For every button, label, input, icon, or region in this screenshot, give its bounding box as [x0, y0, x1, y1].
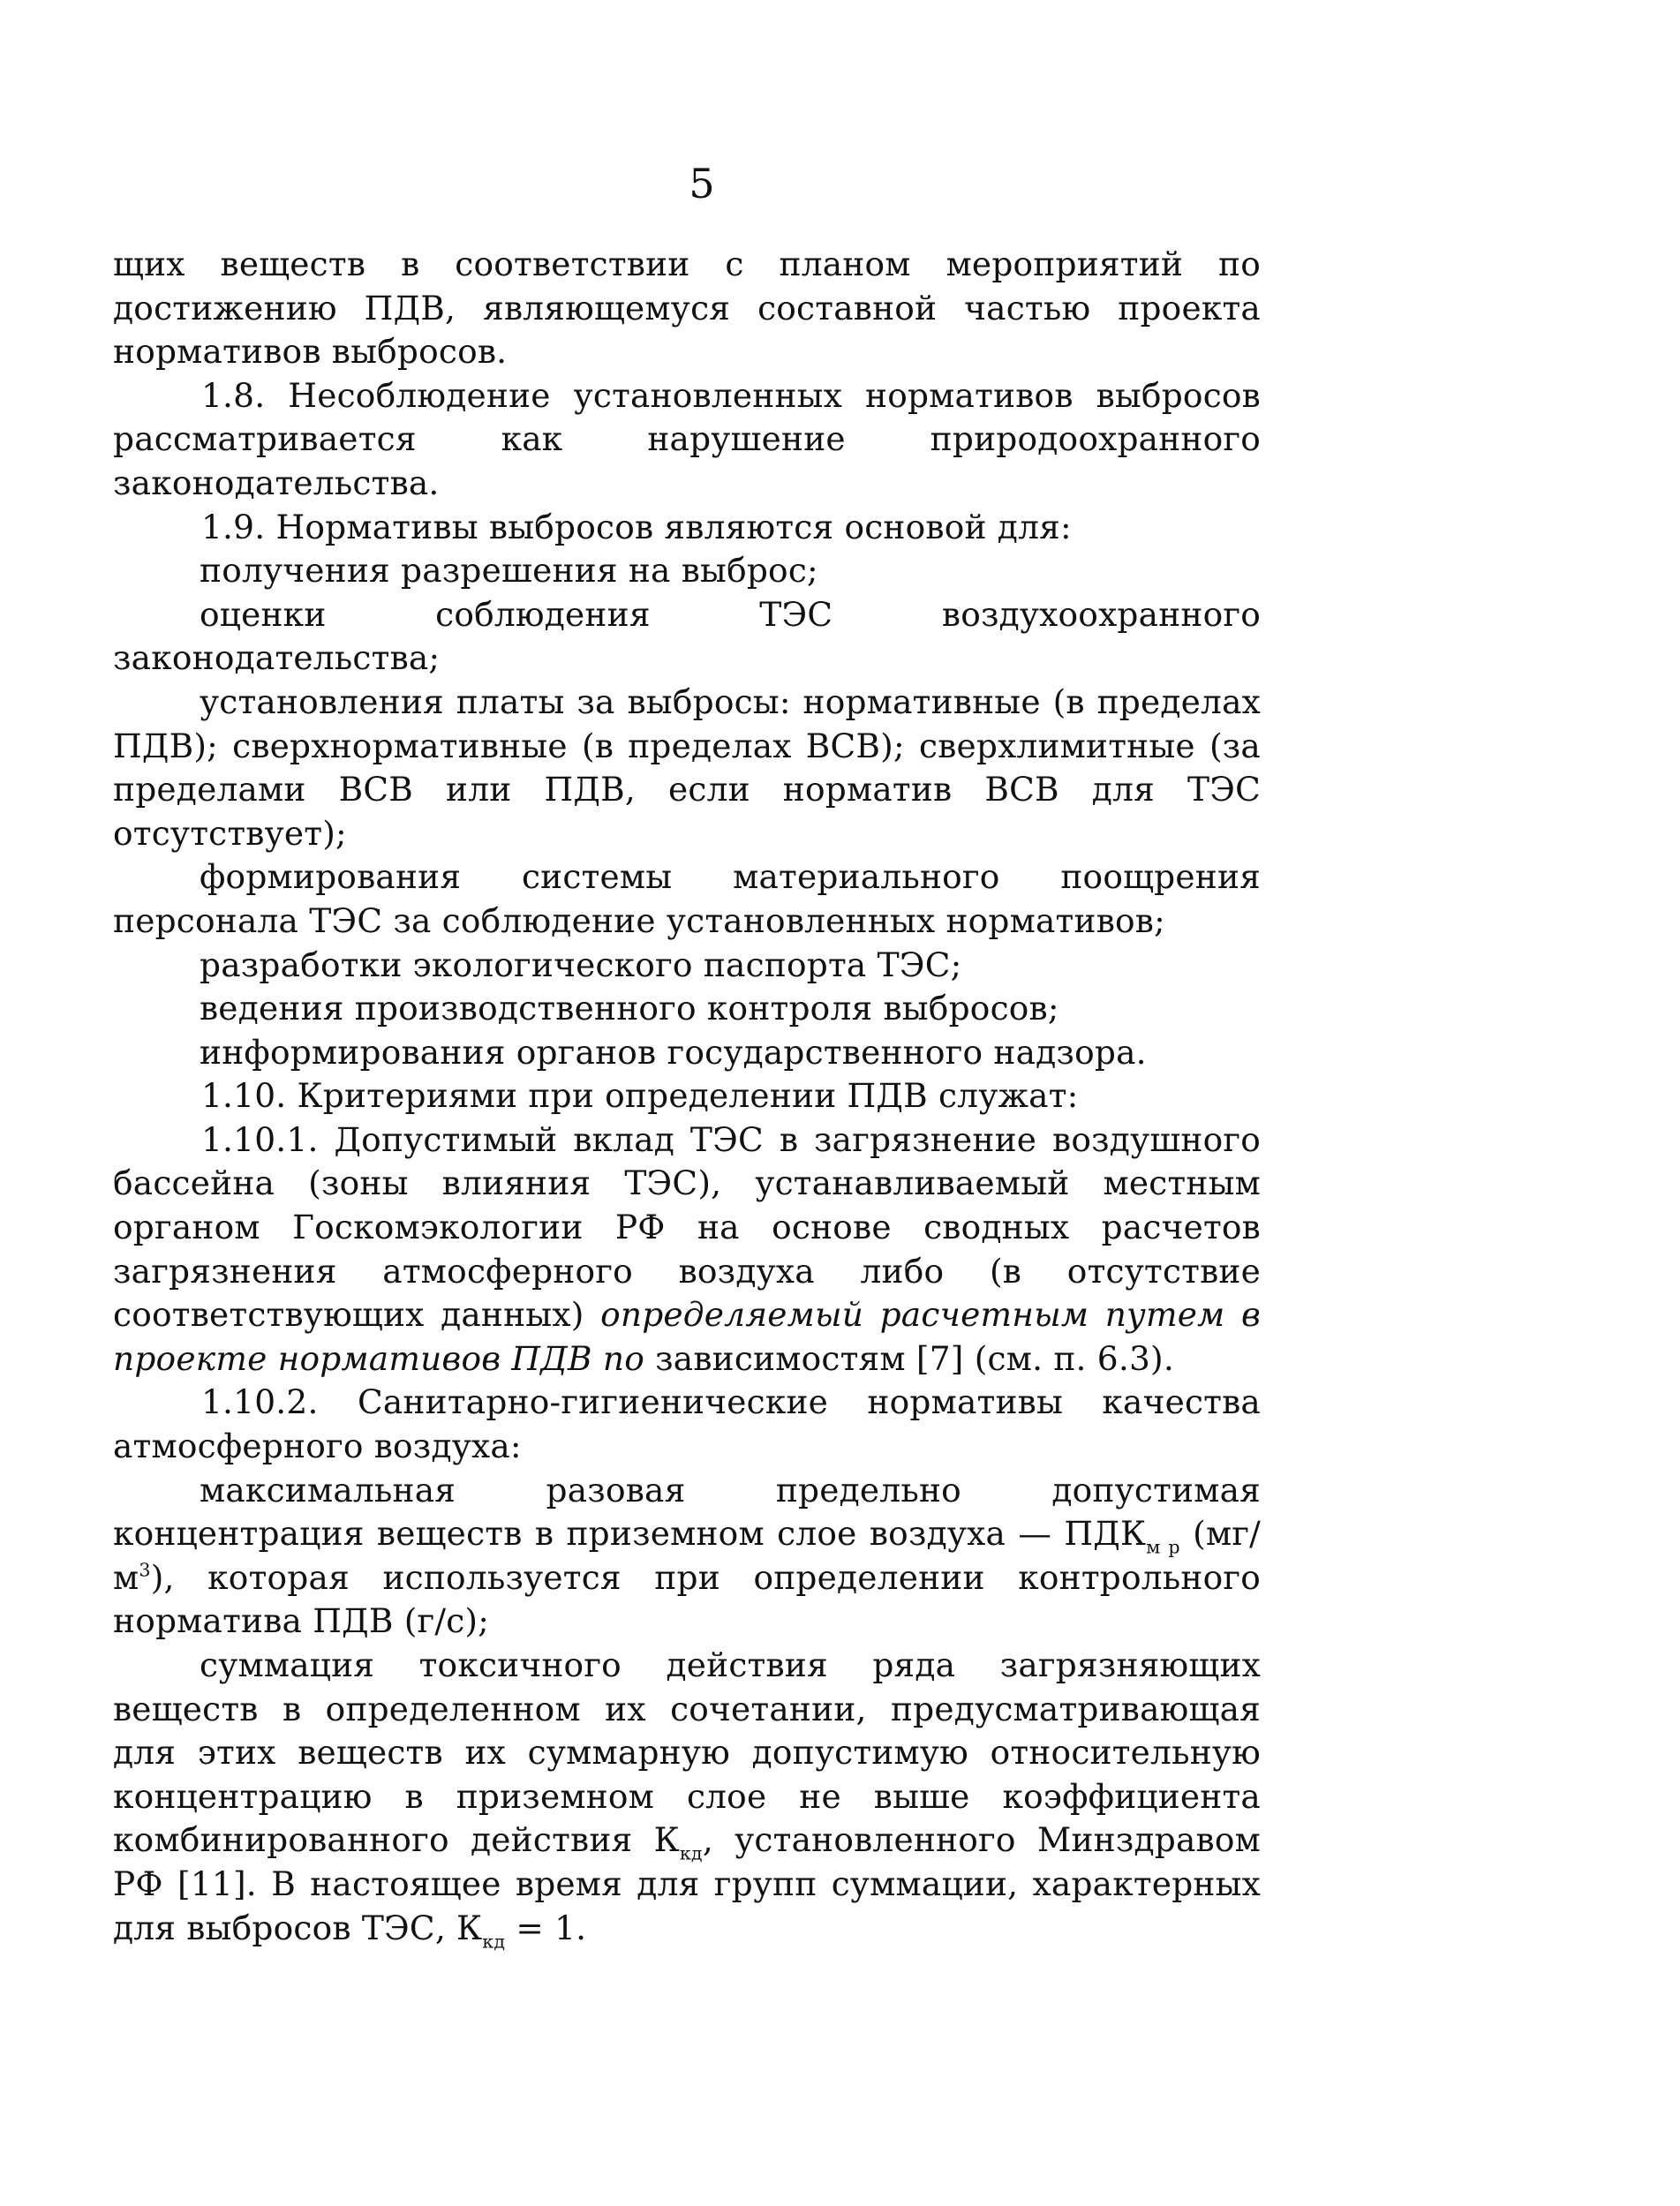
paragraph-continuation: щих веществ в соответствии с планом мероприятий по достижению ПДВ, являющемуся составной частью проекта нормативов выбросов.: [113, 245, 1261, 372]
body-text: [113, 243, 1261, 1950]
paragraph-1-9: 1.9. Нормативы выбросов являются основой для:: [201, 507, 1072, 546]
page-number: 5: [689, 160, 715, 207]
list-item: разработки экологического паспорта ТЭС;: [200, 945, 962, 984]
list-item-summation: [113, 1644, 1261, 1950]
list-item: оценки соблюдения ТЭС воздухоохранного законодательства;: [113, 594, 1261, 678]
paragraph-1-10-2: 1.10.2. Санитарно-гигиенические нормативы качества атмосферного воздуха:: [113, 1382, 1261, 1466]
pdk-text: максимальная разовая предельно допустимая концентрация веществ в приземном слое воздуха — ПДК: [113, 1470, 1261, 1554]
summation-end: = 1.: [505, 1908, 587, 1947]
kkd-subscript: кд: [679, 1842, 703, 1864]
list-item: формирования системы материального поощрения персонала ТЭС за соблюдение установленных нормативов;: [113, 857, 1261, 940]
list-item: информирования органов государственного надзора.: [200, 1032, 1147, 1072]
summation-text-2: , установленного Минздравом РФ [11]. В настоящее время для групп суммации, характерных для выбросов ТЭС, К: [113, 1820, 1261, 1947]
pdk-end: ), которая используется при определении контрольного норматива ПДВ (г/с);: [113, 1557, 1261, 1641]
kkd-subscript-2: кд: [482, 1930, 506, 1952]
pdk-subscript: м р: [1146, 1536, 1180, 1558]
paragraph-1-10-1-italic: определяемый расчетным путем в проекте нормативов ПДВ по: [113, 1295, 1261, 1378]
list-item: получения разрешения на выброс;: [200, 551, 818, 591]
paragraph-1-10-1: [113, 1118, 1261, 1382]
paragraph-1-8: 1.8. Несоблюдение установленных нормативов выбросов рассматривается как нарушение природоохранного законодательства.: [113, 375, 1261, 502]
pdk-superscript: 3: [139, 1559, 151, 1581]
summation-text: суммация токсичного действия ряда загрязняющих веществ в определенном их сочетании, предусматривающая для этих веществ их суммарную допустимую относительную концентрацию в приземном слое не выше коэффициента комбинированного действия К: [113, 1645, 1261, 1860]
list-item-pdk: [113, 1469, 1261, 1644]
list-item: установления платы за выбросы: нормативные (в пределах ПДВ); сверхнормативные (в пределах ВСВ); сверхлимитные (за пределами ВСВ или ПДВ, если норматив ВСВ для ТЭС отсутствует);: [113, 681, 1261, 853]
paragraph-1-10-1-end: зависимостям [7] (см. п. 6.3).: [655, 1338, 1174, 1378]
paragraph-1-10: 1.10. Критериями при определении ПДВ служат:: [201, 1076, 1079, 1116]
paragraph-1-10-1-text: 1.10.1. Допустимый вклад ТЭС в загрязнение воздушного бассейна (зоны влияния ТЭС), устанавливаемый местным органом Госкомэкологии РФ на основе сводных расчетов загрязнения атмосферного воздуха либо (в отсутствие соответствующих данных): [113, 1119, 1261, 1335]
pdk-unit: (мг/м: [113, 1514, 1261, 1597]
list-item: ведения производственного контроля выбросов;: [200, 989, 1059, 1028]
